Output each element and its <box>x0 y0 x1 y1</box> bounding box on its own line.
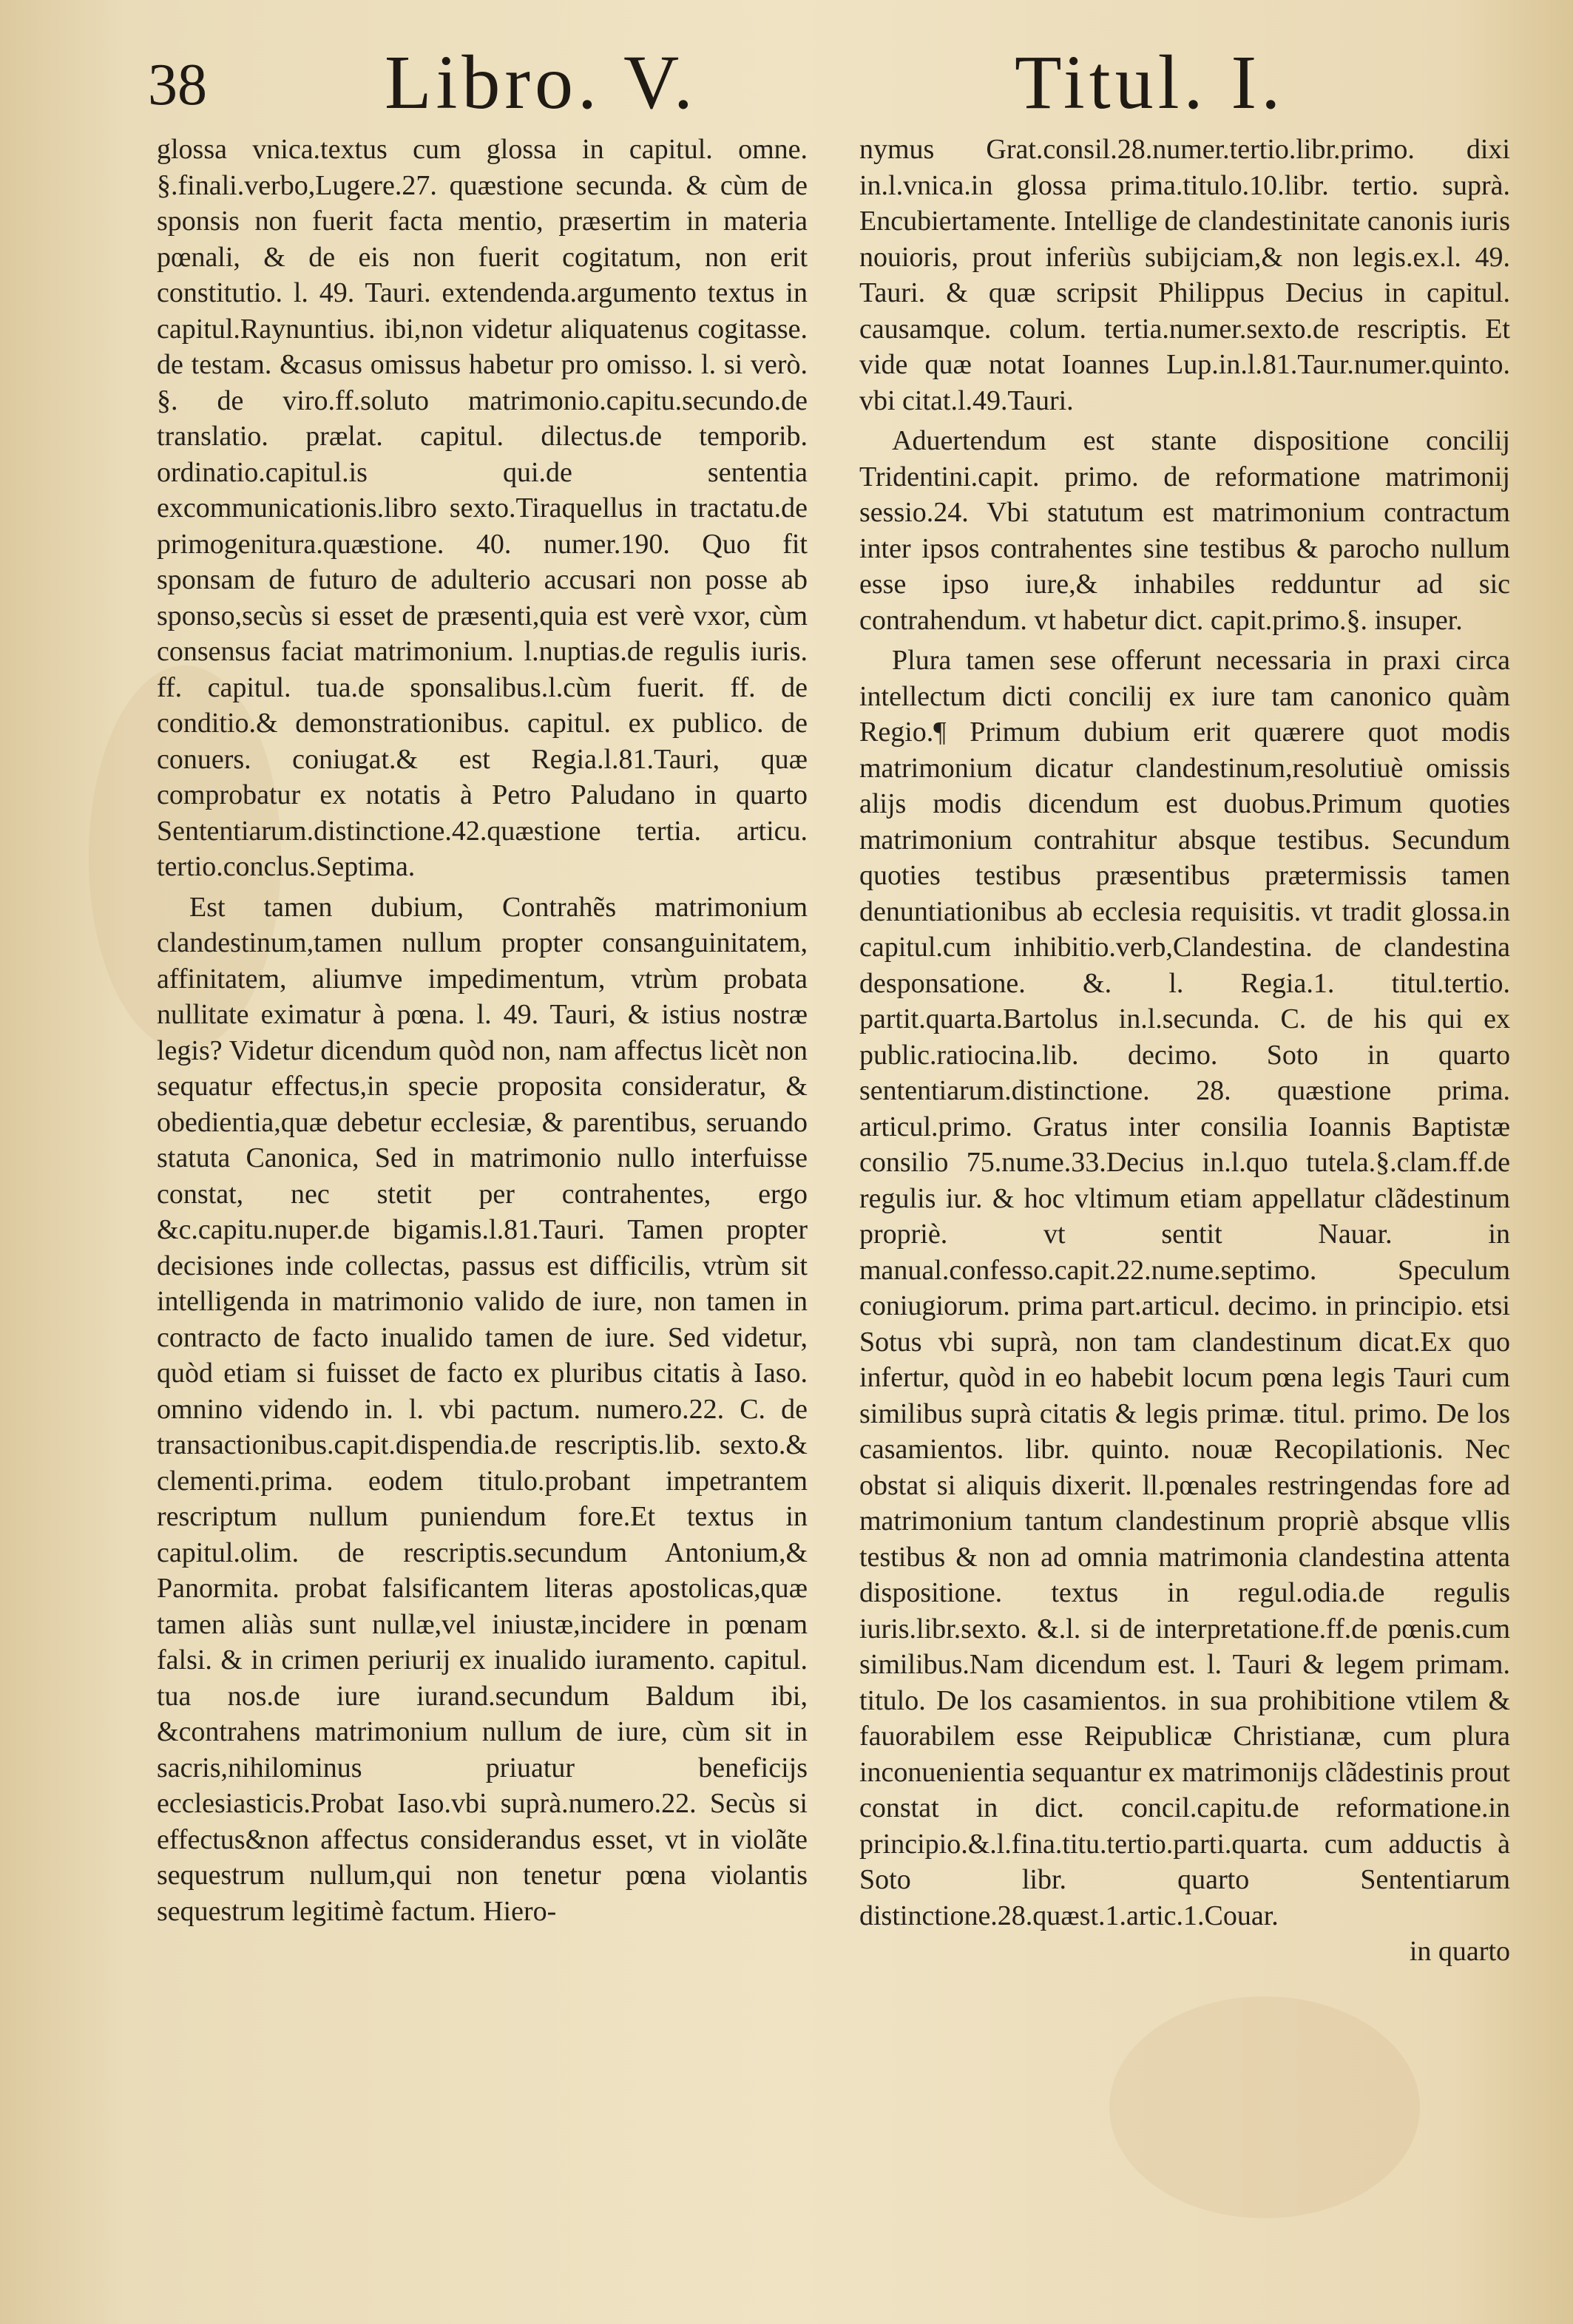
left-column <box>157 132 808 1929</box>
right-paragraph-3: Plura tamen sese offerunt necessaria in praxi circa intellectum dicti concilij ex iure tam canonico quàm Regio.¶ Primum dubium erit quærere quot modis matrimonium dicatur clandestinum,resolutiuè omissis alijs modis dicendum est duobus.Primum quoties matrimonium contrahitur absque testibus. Secundum quoties testibus præsentibus prætermissis tamen denuntiationibus ab ecclesia requisitis. vt tradit glossa.in capitul.cum inhibitio.verb,Clandestina. de clandestina desponsatione. &. l. Regia.1. titul.tertio. partit.quarta.Bartolus in.l.secunda. C. de his qui ex public.ratiocina.lib. decimo. Soto in quarto sententiarum.distinctione. 28. quæstione prima. articul.primo. Gratus inter consilia Ioannis Baptistæ consilio 75.nume.33.Decius in.l.quo tutela.§.clam.ff.de regulis iur. & hoc vltimum etiam appellatur clãdestinum propriè. vt sentit Nauar. in manual.confesso.capit.22.nume.septimo. Speculum coniugiorum. prima part.articul. decimo. in principio. etsi Sotus vbi suprà, non tam clandestinum dicat.Ex quo infertur, quòd in eo habebit locum pœna legis Tauri cum similibus suprà citatis & legis primæ. titul. primo. De los casamientos. libr. quinto. nouæ Recopilationis. Nec obstat si aliquis dixerit. ll.pœnales restringendas fore ad matrimonium tantum clandestinum propriè absque vllis testibus & non ad omnia matrimonia clandestina attenta dispositione. textus in regul.odia.de regulis iuris.libr.sexto. &.l. si de interpretatione.ff.de pœnis.cum similibus.Nam dicendum est. l. Tauri & legem primam. titulo. De los casamientos. in sua prohibitione vtilem & fauorabilem esse Reipublicæ Christianæ, cum plura inconuenientia sequantur ex matrimonijs clãdestinis prout constat in dict. concil.capitu.de reformatione.in principio.&.l.fina.titu.tertio.parti.quarta. cum adductis à Soto libr. quarto Sententiarum distinctione.28.quæst.1.artic.1.Couar. <box>859 645 1510 1931</box>
title-heading: Titul. I. <box>1015 40 1285 125</box>
right-paragraph-2: Aduertendum est stante dispositione concilij Tridentini.capit. primo. de reformatione matrimonij sessio.24. Vbi statutum est matrimonium contractum inter ipsos contrahentes sine testibus & parocho nullum esse ipso iure,& inhabiles redduntur ad sic contrahendum. vt habetur dict. capit.primo.§. insuper. <box>859 425 1510 636</box>
running-head <box>0 38 1573 127</box>
left-paragraph-1: glossa vnica.textus cum glossa in capitul. omne. §.finali.verbo,Lugere.27. quæstione secunda. & cùm de sponsis non fuerit facta mentio, præsertim in materia pœnali, & de eis non fuerit cogitatum, non erit constitutio. l. 49. Tauri. extendenda.argumento textus in capitul.Raynuntius. ibi,non videtur aliquatenus cogitasse. de testam. &casus omissus habetur pro omisso. l. si verò. §. de viro.ff.soluto matrimonio.capitu.secundo.de translatio. prælat. capitul. dilectus.de temporib. ordinatio.capitul.is qui.de sententia excommunicationis.libro sexto.Tiraquellus in tractatu.de primogenitura.quæstione. 40. numer.190. Quo fit sponsam de futuro de adulterio accusari non posse ab sponso,secùs si esset de præsenti,quia est verè vxor, cùm consensus faciat matrimonium. l.nuptias.de regulis iuris. ff. capitul. tua.de sponsalibus.l.cùm fuerit. ff. de conditio.& demonstrationibus. capitul. ex publico. de conuers. coniugat.& est Regia.l.81.Tauri, quæ comprobatur ex notatis à Petro Paludano in quarto Sententiarum.distinctione.42.quæstione tertia. articu. tertio.conclus.Septima. <box>157 134 808 882</box>
right-paragraph-1: nymus Grat.consil.28.numer.tertio.libr.primo. dixi in.l.vnica.in glossa prima.titulo.10.libr. tertio. suprà. Encubiertamente. Intellige de clandestinitate canonis iuris nouioris, prout inferiùs subijciam,& non legis.ex.l. 49. Tauri. & quæ scripsit Philippus Decius in capitul. causamque. colum. tertia.numer.sexto.de rescriptis. Et vide quæ notat Ioannes Lup.in.l.81.Taur.numer.quinto. vbi citat.l.49.Tauri. <box>859 134 1511 416</box>
page-number: 38 <box>148 52 207 118</box>
paper-stain <box>1109 1996 1420 2218</box>
book-title: Libro. V. <box>385 40 697 125</box>
right-column <box>859 132 1510 1970</box>
left-paragraph-2: Est tamen dubium, Contrahẽs matrimonium clandestinum,tamen nullum propter consanguinitatem, affinitatem, aliumve impedimentum, vtrùm probata nullitate eximatur à pœna. l. 49. Tauri, & istius nostræ legis? Videtur dicendum quòd non, nam affectus licèt non sequatur effectus,in specie proposita consideratur, & obedientia,quæ debetur ecclesiæ, & parentibus, seruando statuta Canonica, Sed in matrimonio nullo interfuisse constat, nec stetit per contrahentes, ergo &c.capitu.nuper.de bigamis.l.81.Tauri. Tamen propter decisiones inde collectas, passus est difficilis, vtrùm sit intelligenda in matrimonio valido de iure, non tamen in contracto de facto inualido tamen de iure. Sed videtur, quòd etiam si fuisset de facto ex pluribus citatis à Iaso. omnino videndo in. l. vbi pactum. numero.22. C. de transactionibus.capit.dispendia.de rescriptis.lib. sexto.& clementi.prima. eodem titulo.probant impetrantem rescriptum nullum puniendum fore.Et textus in capitul.olim. de rescriptis.secundum Antonium,& Panormita. probat falsificantem literas apostolicas,quæ tamen aliàs sunt nullæ,vel iniustæ,incidere in pœnam falsi. & in crimen periurij ex inualido iuramento. capitul. tua nos.de iure iurand.secundum Baldum ibi, &contrahens matrimonium nullum de iure, cùm sit in sacris,nihilominus priuatur beneficijs ecclesiasticis.Probat Iaso.vbi suprà.numero.22. Secùs si effectus&non affectus considerandus esset, vt in violãte sequestrum nullum,qui non tenetur pœna violantis sequestrum legitimè factum. Hiero- <box>157 891 808 1927</box>
catchword: in quarto <box>1409 1936 1510 1967</box>
